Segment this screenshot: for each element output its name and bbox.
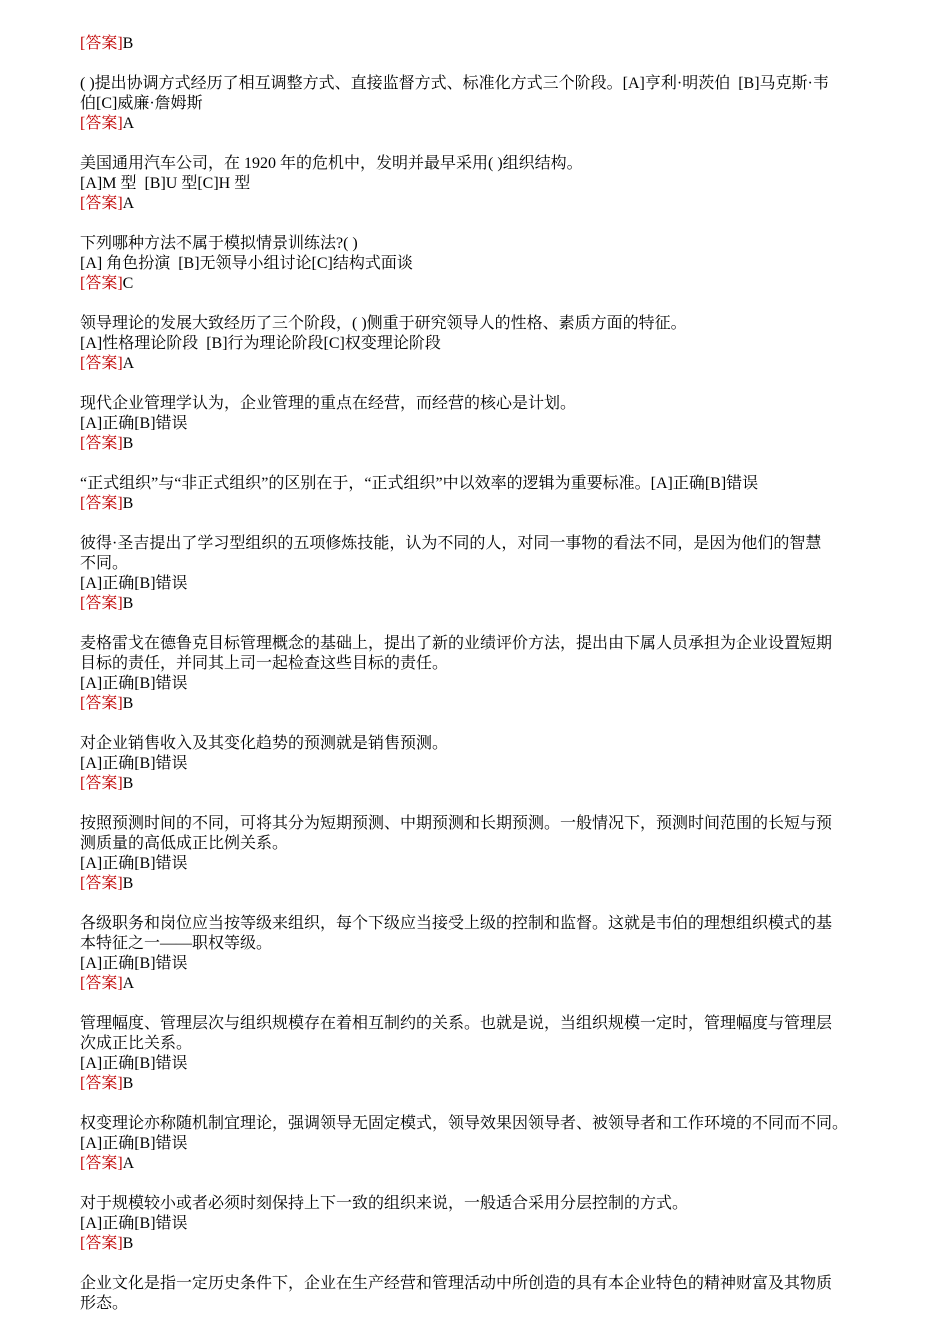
answer-tag: [答案] [80, 115, 123, 132]
question-line: 伯[C]威廉·詹姆斯 [80, 95, 203, 112]
question-line: 按照预测时间的不同，可将其分为短期预测、中期预测和长期预测。一般情况下，预测时间范围的长短与预 [80, 815, 833, 832]
question-line: [A] 角色扮演 [B]无领导小组讨论[C]结构式面谈 [80, 255, 413, 272]
question-line: “正式组织”与“非正式组织”的区别在于，“正式组织”中以效率的逻辑为重要标准。[A]正确[B]错误 [80, 475, 759, 492]
question-line: 美国通用汽车公司，在 1920 年的危机中，发明并最早采用( )组织结构。 [80, 155, 583, 172]
answer-value: B [122, 495, 134, 512]
answer-value: C [122, 275, 134, 292]
answer-tag: [答案] [80, 275, 123, 292]
question-line: ( )提出协调方式经历了相互调整方式、直接监督方式、标准化方式三个阶段。[A]亨利·明茨伯 [B]马克斯·韦 [80, 75, 829, 92]
answer-line [80, 354, 876, 374]
answer-tag: [答案] [80, 975, 123, 992]
answer-line [80, 874, 876, 894]
question-line: [A]正确[B]错误 [80, 855, 188, 872]
question-line: 领导理论的发展大致经历了三个阶段，( )侧重于研究领导人的性格、素质方面的特征。 [80, 315, 687, 332]
question-line: [A]正确[B]错误 [80, 1055, 188, 1072]
answer-tag: [答案] [80, 595, 123, 612]
answer-tag: [答案] [80, 355, 123, 372]
question-line: [A]正确[B]错误 [80, 675, 188, 692]
question-block [80, 234, 876, 294]
question-block [80, 634, 876, 714]
question-block [80, 1274, 876, 1314]
question-block [80, 314, 876, 374]
question-line: 权变理论亦称随机制宜理论，强调领导无固定模式，领导效果因领导者、被领导者和工作环境的不同而不同。 [80, 1115, 849, 1132]
question-line: 企业文化是指一定历史条件下，企业在生产经营和管理活动中所创造的具有本企业特色的精神财富及其物质 [80, 1275, 833, 1292]
question-line: 管理幅度、管理层次与组织规模存在着相互制约的关系。也就是说，当组织规模一定时，管理幅度与管理层 [80, 1015, 833, 1032]
question-line: [A]正确[B]错误 [80, 1215, 188, 1232]
first-answer-line [80, 34, 876, 54]
answer-line [80, 1234, 876, 1254]
answer-line [80, 114, 876, 134]
answer-value: A [122, 115, 135, 132]
question-block [80, 1014, 876, 1094]
question-block [80, 534, 876, 614]
answer-value: B [122, 595, 134, 612]
question-line: [A]正确[B]错误 [80, 955, 188, 972]
answer-tag: [答案] [80, 195, 123, 212]
answer-value: A [122, 1155, 135, 1172]
answer-line [80, 274, 876, 294]
answer-tag: [答案] [80, 1075, 123, 1092]
answer-tag: [答案] [80, 35, 123, 52]
answer-value: A [122, 355, 135, 372]
answer-tag: [答案] [80, 695, 123, 712]
answer-tag: [答案] [80, 875, 123, 892]
question-block [80, 74, 876, 134]
question-line: 麦格雷戈在德鲁克目标管理概念的基础上，提出了新的业绩评价方法，提出由下属人员承担为企业设置短期 [80, 635, 833, 652]
answer-value: A [122, 195, 135, 212]
question-line: 下列哪种方法不属于模拟情景训练法?( ) [80, 235, 358, 252]
answer-tag: [答案] [80, 1155, 123, 1172]
answer-line [80, 1074, 876, 1094]
answer-line [80, 1154, 876, 1174]
answer-tag: [答案] [80, 435, 123, 452]
question-line: 现代企业管理学认为，企业管理的重点在经营，而经营的核心是计划。 [80, 395, 577, 412]
question-line: 各级职务和岗位应当按等级来组织，每个下级应当接受上级的控制和监督。这就是韦伯的理想组织模式的基 [80, 915, 833, 932]
question-line: 测质量的高低成正比例关系。 [80, 835, 289, 852]
answer-tag: [答案] [80, 775, 123, 792]
question-line: 彼得·圣吉提出了学习型组织的五项修炼技能，认为不同的人，对同一事物的看法不同，是因为他们的智慧 [80, 535, 822, 552]
question-line: 对企业销售收入及其变化趋势的预测就是销售预测。 [80, 735, 449, 752]
answer-value: B [122, 35, 134, 52]
question-block [80, 1194, 876, 1254]
question-line: 本特征之一——职权等级。 [80, 935, 273, 952]
question-block [80, 814, 876, 894]
question-line: 次成正比关系。 [80, 1035, 193, 1052]
answer-value: B [122, 435, 134, 452]
answer-line [80, 774, 876, 794]
question-line: 对于规模较小或者必须时刻保持上下一致的组织来说，一般适合采用分层控制的方式。 [80, 1195, 689, 1212]
question-block [80, 474, 876, 514]
answer-value: A [122, 975, 135, 992]
answer-line [80, 594, 876, 614]
answer-value: B [122, 875, 134, 892]
answer-value: B [122, 775, 134, 792]
answer-value: B [122, 1235, 134, 1252]
answer-line [80, 974, 876, 994]
question-line: [A]正确[B]错误 [80, 755, 188, 772]
question-line: [A]正确[B]错误 [80, 415, 188, 432]
question-block [80, 394, 876, 454]
question-line: 形态。 [80, 1295, 129, 1312]
answer-line [80, 694, 876, 714]
answer-tag: [答案] [80, 1235, 123, 1252]
question-block [80, 914, 876, 994]
answer-line [80, 494, 876, 514]
question-line: 不同。 [80, 555, 129, 572]
answer-value: B [122, 695, 134, 712]
question-line: [A]性格理论阶段 [B]行为理论阶段[C]权变理论阶段 [80, 335, 441, 352]
question-list [80, 34, 876, 1314]
answer-line [80, 434, 876, 454]
question-block [80, 734, 876, 794]
answer-line [80, 194, 876, 214]
question-line: [A]正确[B]错误 [80, 1135, 188, 1152]
question-block [80, 154, 876, 214]
answer-value: B [122, 1075, 134, 1092]
question-line: [A]正确[B]错误 [80, 575, 188, 592]
question-line: [A]M 型 [B]U 型[C]H 型 [80, 175, 251, 192]
question-line: 目标的责任，并同其上司一起检查这些目标的责任。 [80, 655, 449, 672]
question-block [80, 1114, 876, 1174]
answer-tag: [答案] [80, 495, 123, 512]
